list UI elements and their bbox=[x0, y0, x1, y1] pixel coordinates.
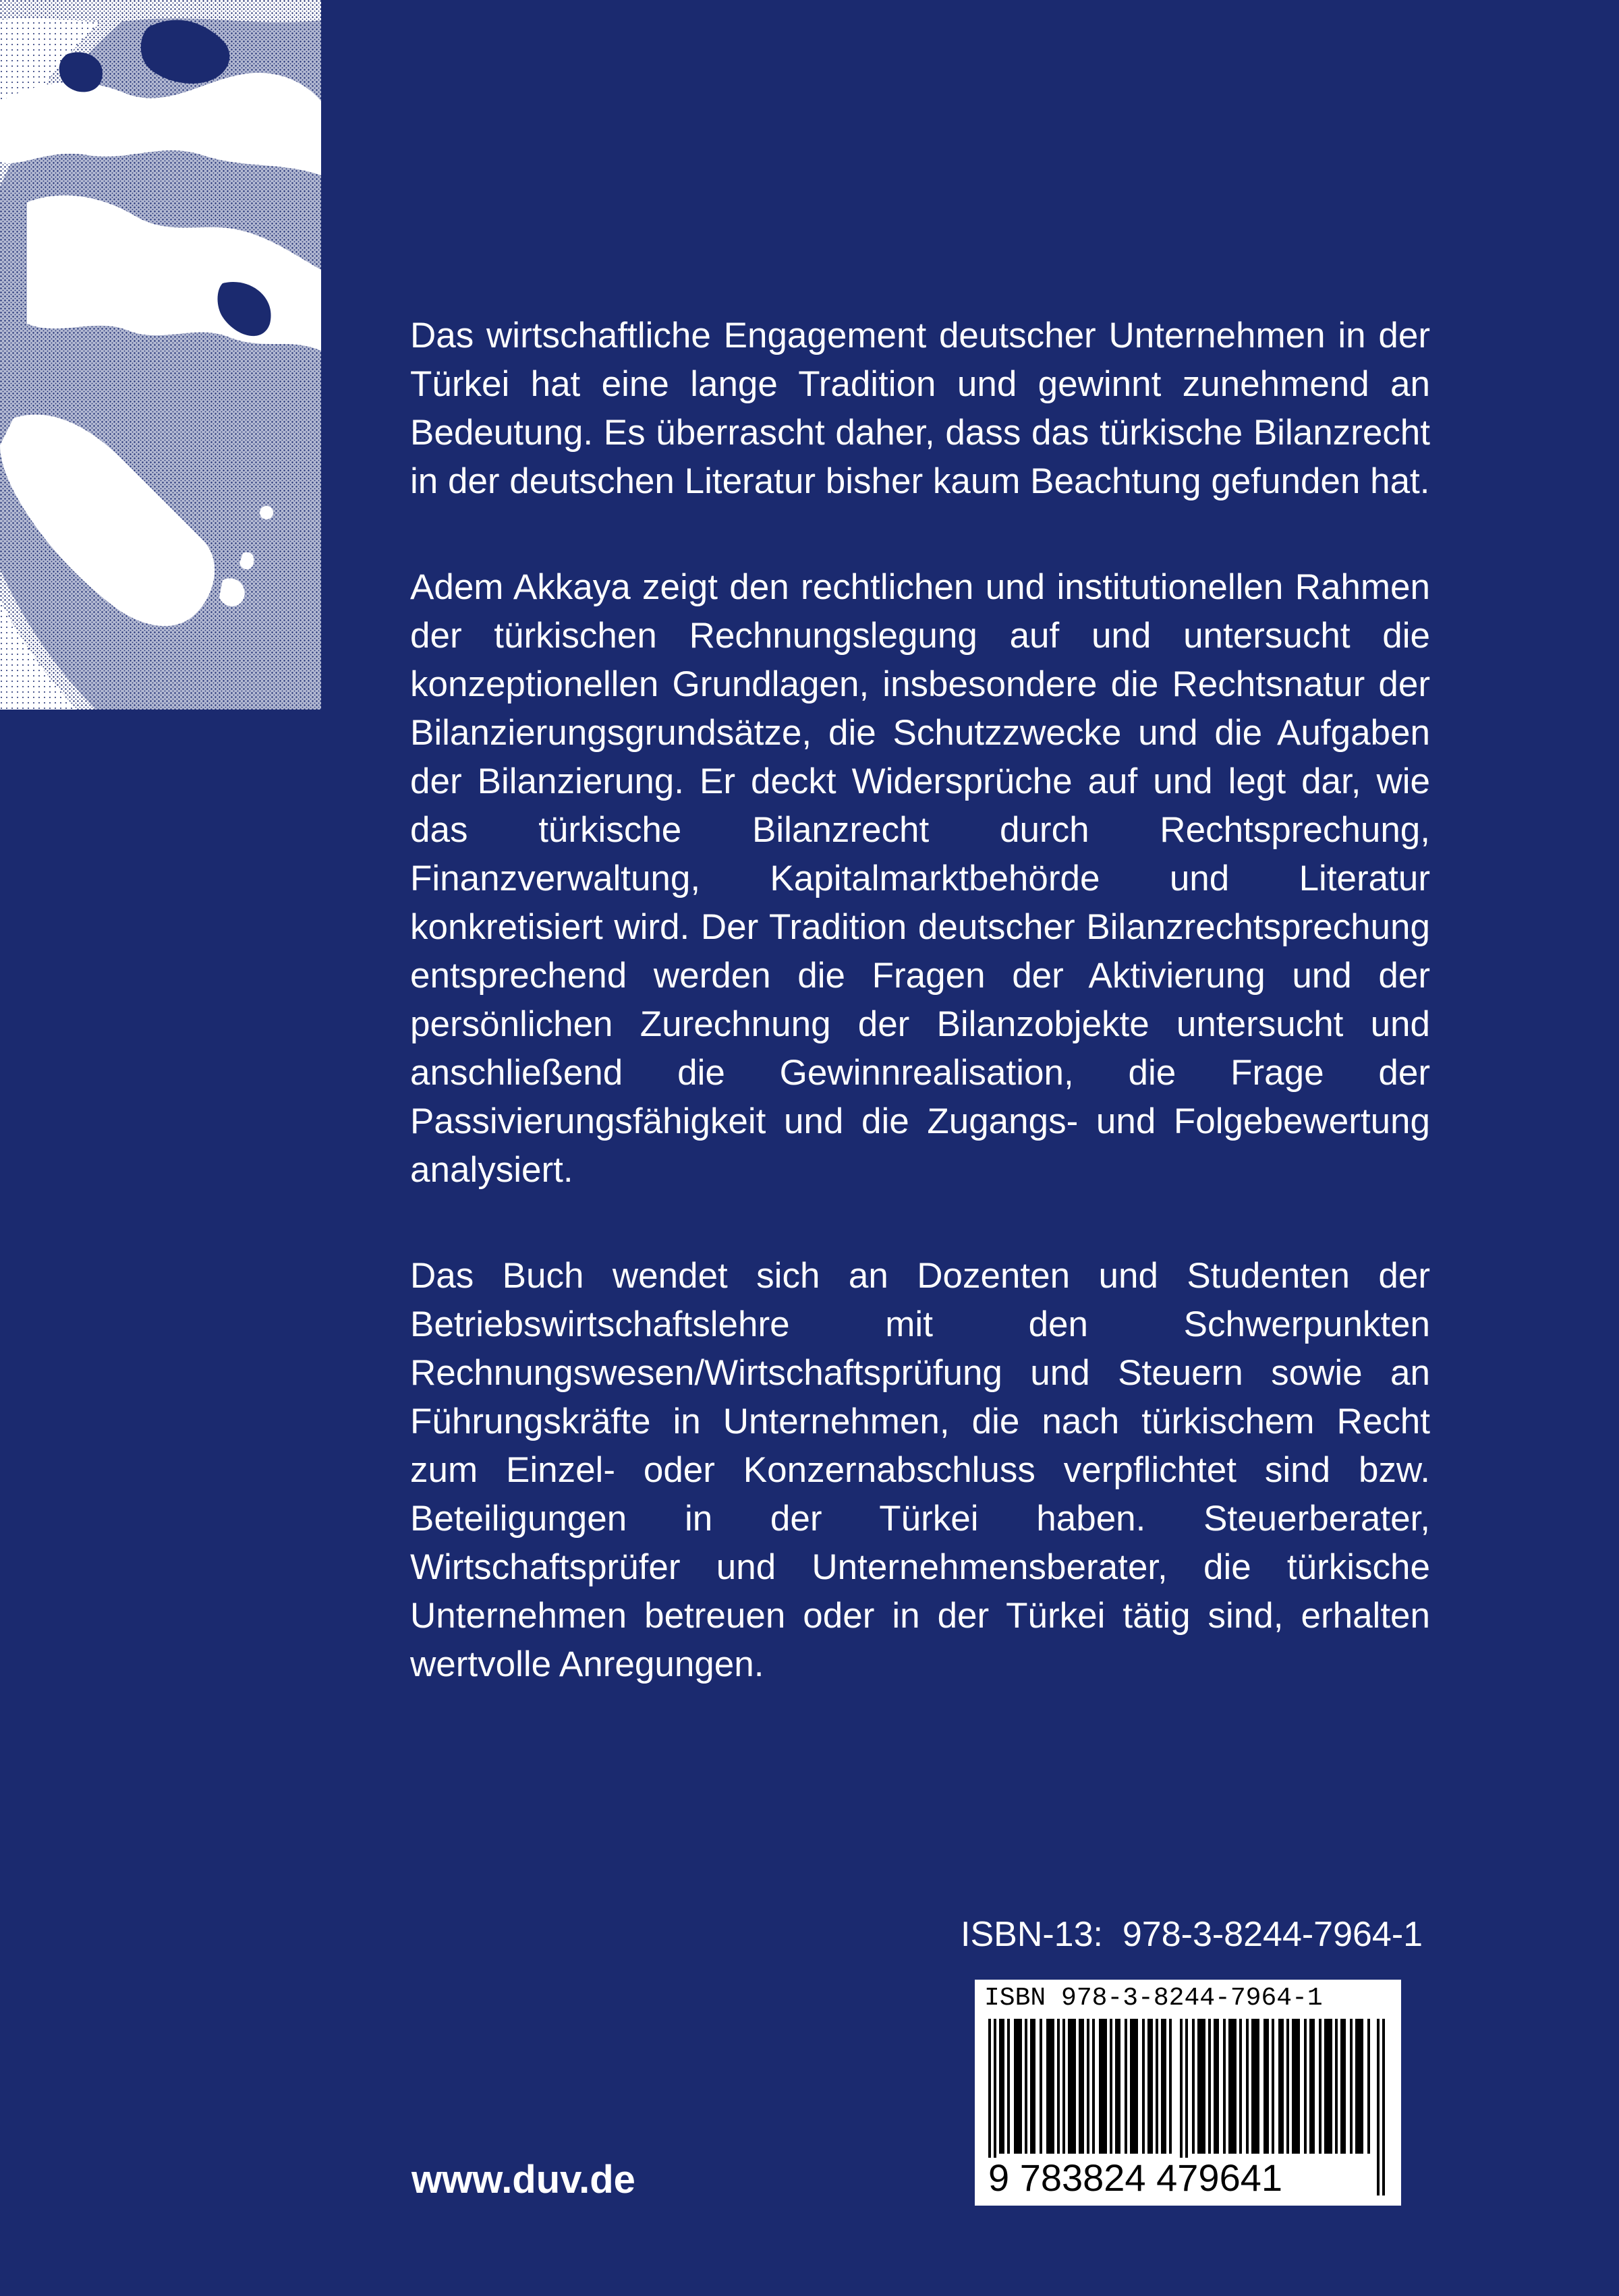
publisher-url[interactable]: www.duv.de bbox=[411, 2158, 635, 2202]
blurb-paragraph-1: Das wirtschaftliche Engagement deutscher Unternehmen in der Türkei hat eine lange Tradition und gewinnt zunehmend an Bedeutung. Es überrascht daher, dass das türkische Bilanzrecht in der deutschen Literatur bisher kaum Beachtung gefunden hat. bbox=[410, 316, 1430, 501]
globe-illustration bbox=[0, 0, 321, 710]
isbn-text: ISBN-13: 978-3-8244-7964-1 bbox=[961, 1915, 1423, 1954]
back-cover-blurb bbox=[410, 312, 1430, 1689]
globe-illustration-icon bbox=[0, 0, 321, 710]
blurb-paragraph-3: Das Buch wendet sich an Dozenten und Studenten der Betriebswirtschaftslehre mit den Schwerpunkten Rechnungswesen/Wirtschaftsprüfung und Steuern sowie an Führungskräfte in Unternehmen, die nach türkischem Recht zum Einzel- oder Konzernabschluss verpflichtet sind bzw. Beteiligungen in der Türkei haben. Steuerberater, Wirtschaftsprüfer und Unternehmensberater, die türkische Unternehmen betreuen oder in der Türkei tätig sind, erhalten wertvolle Anregungen. bbox=[410, 1256, 1430, 1684]
barcode-digits: 9 783824 479641 bbox=[984, 2158, 1286, 2198]
isbn-barcode bbox=[975, 1980, 1401, 2206]
barcode-isbn-label: ISBN 978-3-8244-7964-1 bbox=[984, 1984, 1323, 2013]
blurb-paragraph-2: Adem Akkaya zeigt den rechtlichen und institutionellen Rahmen der türkischen Rechnungslegung auf und untersucht die konzeptionellen Grundlagen, insbesondere die Rechtsnatur der Bilanzierungsgrundsätze, die Schutzzwecke und die Aufgaben der Bilanzierung. Er deckt Widersprüche auf und legt dar, wie das türkische Bilanzrecht durch Rechtsprechung, Finanzverwaltung, Kapitalmarktbehörde und Literatur konkretisiert wird. Der Tradition deutscher Bilanzrechtsprechung entsprechend werden die Fragen der Aktivierung und der persönlichen Zurechnung der Bilanzobjekte untersucht und anschließend die Gewinnrealisation, die Frage der Passivierungsfähigkeit und die Zugangs- und Folgebewertung analysiert. bbox=[410, 567, 1430, 1190]
